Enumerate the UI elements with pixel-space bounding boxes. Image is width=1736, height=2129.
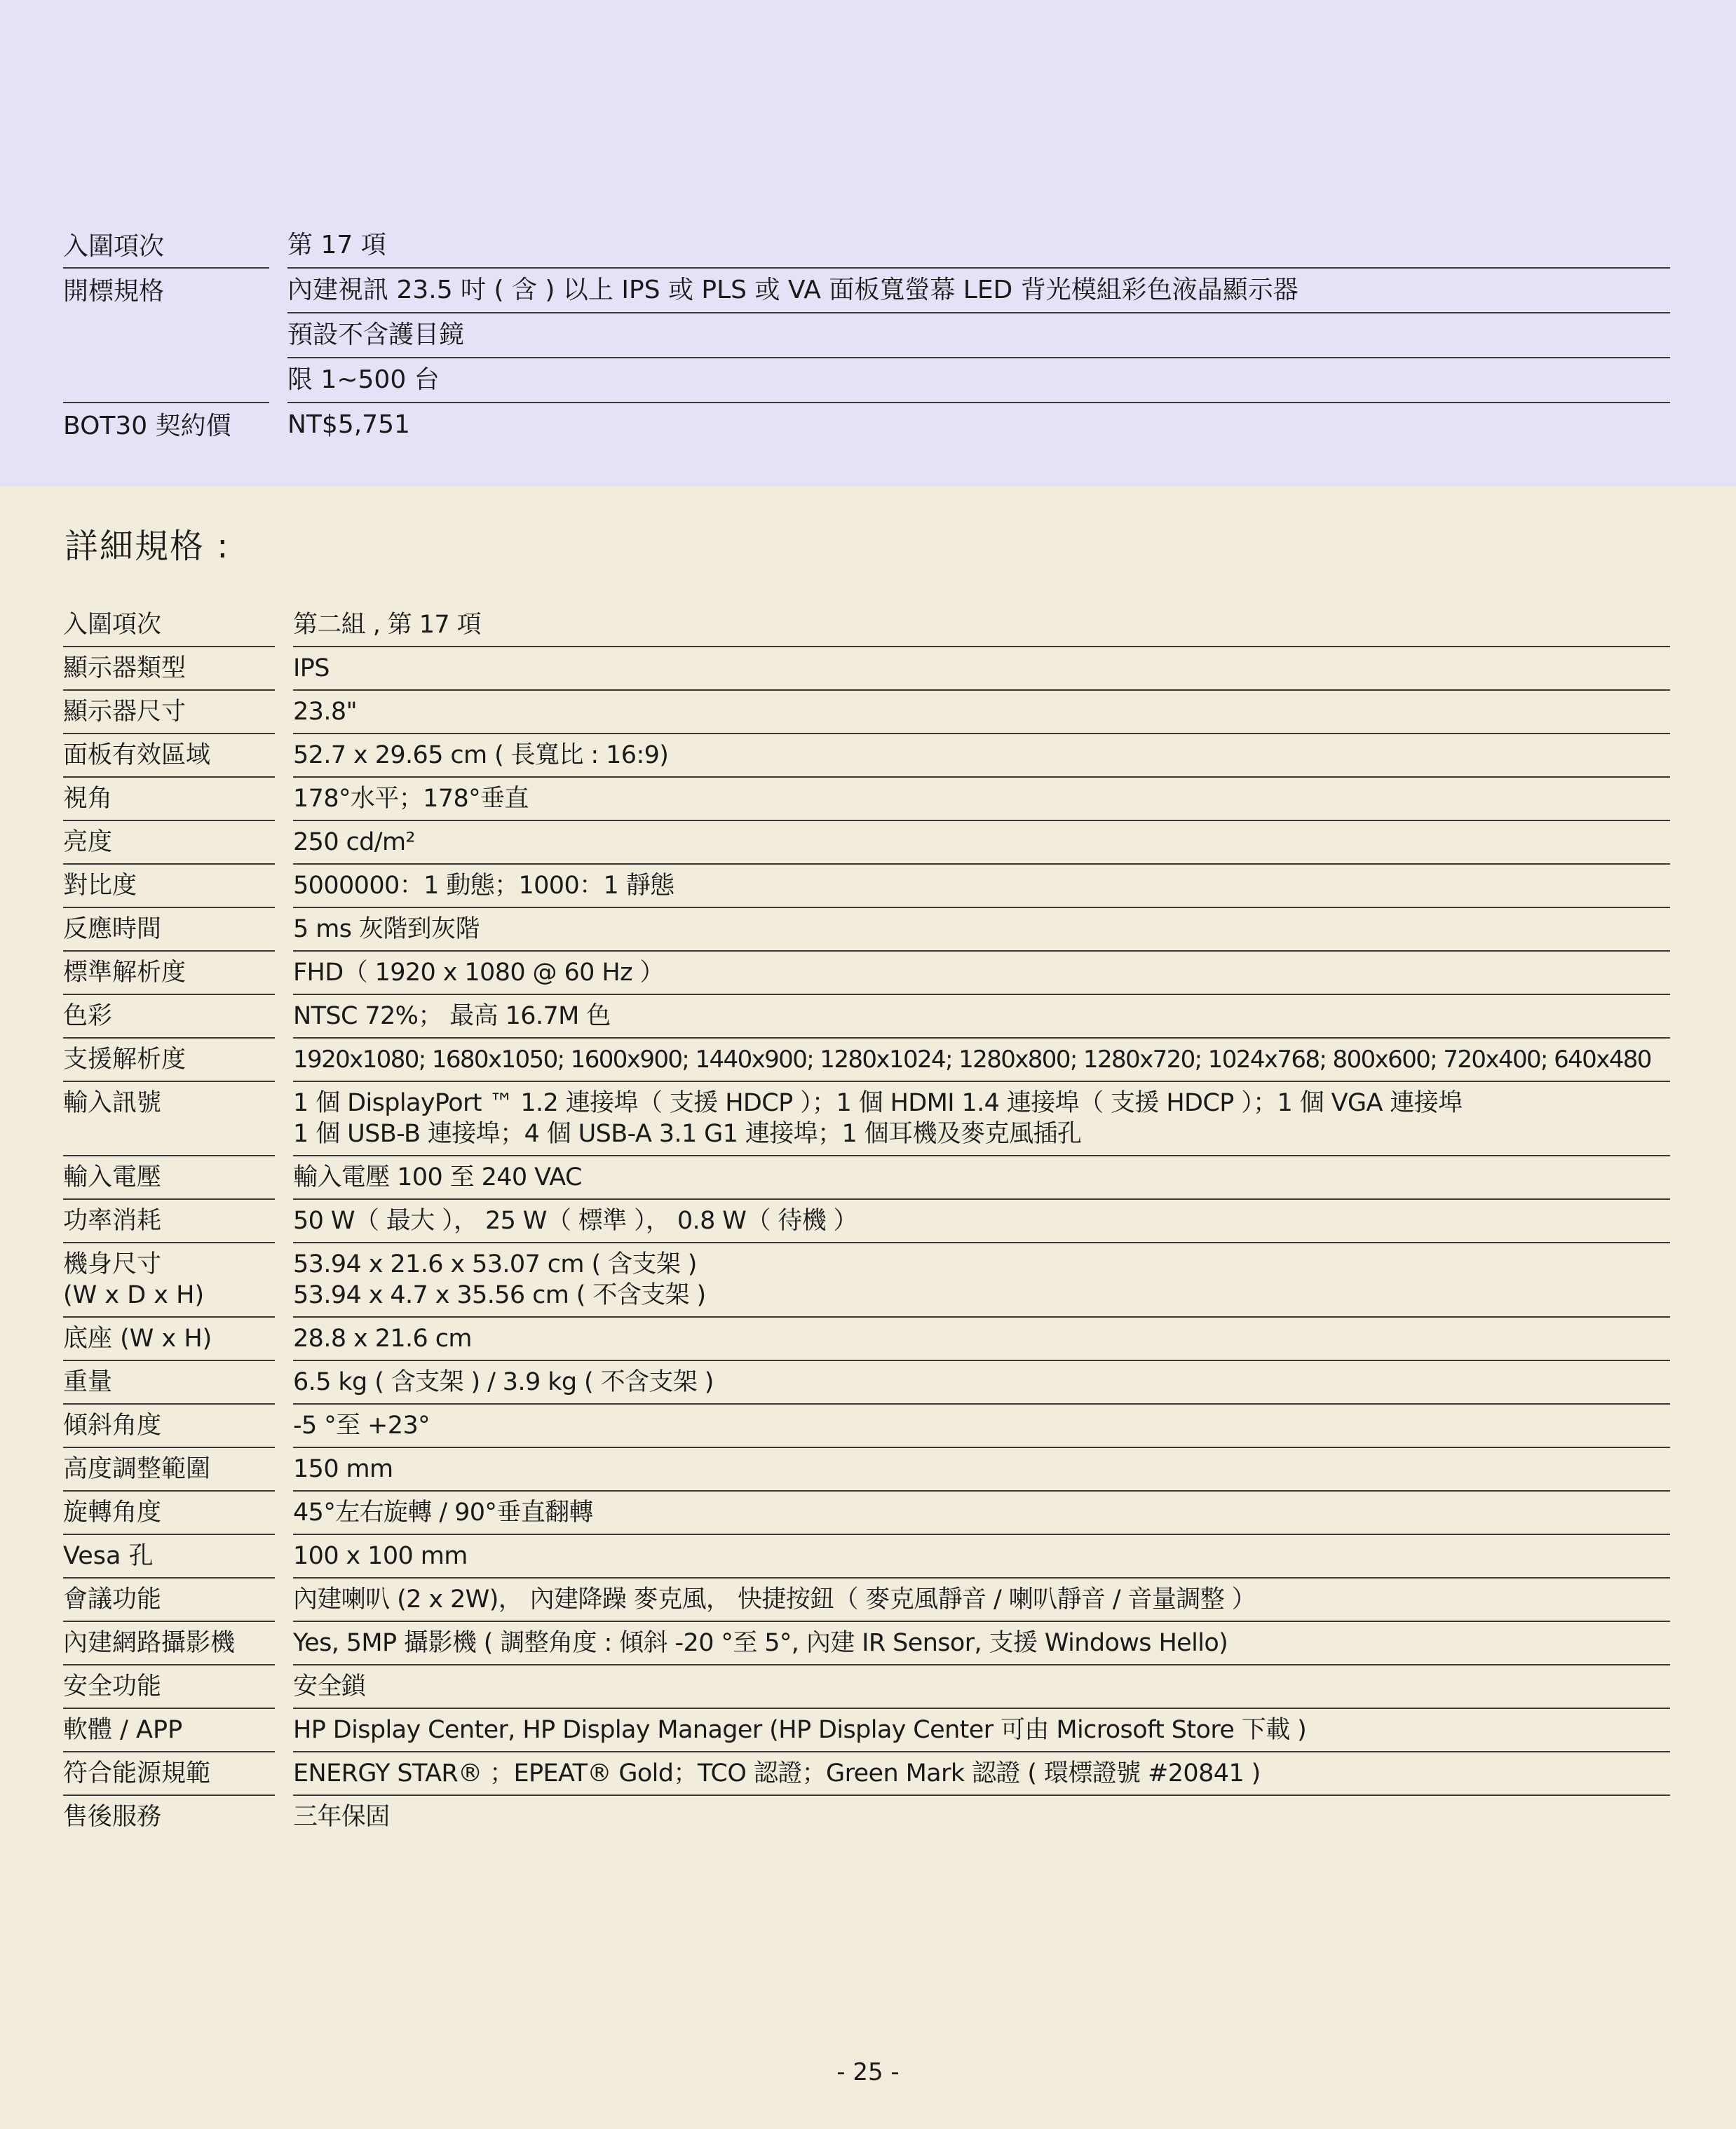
spec-value (293, 952, 1670, 995)
spec-row (63, 1200, 1670, 1243)
spec-label-line: (W x D x H) (63, 1281, 205, 1309)
spec-label (63, 647, 275, 691)
spec-label-line: 標準解析度 (63, 959, 187, 987)
spec-value (293, 1361, 1670, 1405)
spec-value-line: 1 個 USB-B 連接埠；4 個 USB-A 3.1 G1 連接埠；1 個耳機及麥克風插孔 (293, 1120, 1082, 1148)
spec-value-line: Yes, 5MP 攝影機 ( 調整角度 : 傾斜 -20 °至 5°, 內建 IR Sensor, 支援 Windows Hello) (293, 1629, 1228, 1657)
spec-value-line: 45°左右旋轉 / 90°垂直翻轉 (293, 1499, 593, 1527)
spec-label (63, 778, 275, 821)
spec-value (293, 691, 1670, 734)
summary-label-text: 入圍項次 (63, 232, 165, 261)
spec-value-line: 23.8" (293, 698, 358, 726)
spec-value (293, 1752, 1670, 1796)
summary-value: 第 17 項 (287, 224, 1670, 269)
spec-value (293, 908, 1670, 952)
spec-value-line: HP Display Center, HP Display Manager (HP Display Center 可由 Microsoft Store 下載 ) (293, 1716, 1307, 1744)
spec-label-line: 傾斜角度 (63, 1412, 162, 1440)
spec-label (63, 1200, 275, 1243)
spec-value (293, 865, 1670, 908)
spec-label (63, 1082, 275, 1156)
spec-value (293, 604, 1670, 647)
summary-label-text: 開標規格 (63, 277, 165, 306)
spec-row (63, 691, 1670, 734)
spec-label (63, 1752, 275, 1796)
spec-label-line: Vesa 孔 (63, 1542, 154, 1570)
spec-label (63, 1579, 275, 1622)
summary-value: 內建視訊 23.5 吋 ( 含 ) 以上 IPS 或 PLS 或 VA 面板寬螢幕 LED 背光模組彩色液晶顯示器 (287, 269, 1670, 313)
spec-label-line: 功率消耗 (63, 1207, 162, 1235)
spec-label (63, 1796, 275, 1838)
spec-value-line: 150 mm (293, 1455, 393, 1483)
spec-value-line: 250 cd/m² (293, 828, 415, 856)
summary-label (63, 269, 269, 403)
spec-table (63, 604, 1670, 1838)
spec-label (63, 908, 275, 952)
spec-label (63, 1665, 275, 1709)
spec-row (63, 1448, 1670, 1492)
spec-label (63, 1361, 275, 1405)
spec-value-line: 53.94 x 4.7 x 35.56 cm ( 不含支架 ) (293, 1281, 706, 1309)
spec-label-line: 內建網路攝影機 (63, 1629, 236, 1657)
summary-value: NT$5,751 (287, 410, 410, 439)
spec-row (63, 1535, 1670, 1579)
spec-label (63, 995, 275, 1039)
spec-row (63, 778, 1670, 821)
spec-value-line: 50 W（ 最大 ）， 25 W（ 標準 ）， 0.8 W（ 待機 ） (293, 1207, 857, 1235)
summary-values (287, 403, 1670, 447)
spec-label-line: 輸入訊號 (63, 1089, 162, 1117)
spec-row (63, 995, 1670, 1039)
summary-value: 預設不含護目鏡 (287, 313, 1670, 358)
spec-label-line: 會議功能 (63, 1586, 162, 1614)
spec-row (63, 1156, 1670, 1200)
summary-label (63, 403, 269, 447)
spec-label-line: 對比度 (63, 872, 137, 900)
spec-label (63, 1492, 275, 1535)
spec-label (63, 604, 275, 647)
spec-value-line: 53.94 x 21.6 x 53.07 cm ( 含支架 ) (293, 1250, 697, 1278)
spec-value-line: IPS (293, 654, 330, 682)
spec-row (63, 1752, 1670, 1796)
spec-value-line: -5 °至 +23° (293, 1412, 430, 1440)
spec-value-line: 178°水平；178°垂直 (293, 785, 529, 813)
spec-row (63, 865, 1670, 908)
spec-row (63, 1039, 1670, 1082)
spec-label-line: 支援解析度 (63, 1046, 187, 1074)
spec-label-line: 高度調整範圍 (63, 1455, 211, 1483)
spec-value-line: 三年保固 (293, 1803, 390, 1831)
spec-value (293, 1318, 1670, 1361)
spec-label (63, 821, 275, 865)
spec-label (63, 734, 275, 778)
spec-row (63, 1361, 1670, 1405)
page-number: - 25 - (836, 2058, 900, 2086)
spec-value-line: 6.5 kg ( 含支架 ) / 3.9 kg ( 不含支架 ) (293, 1368, 714, 1396)
summary-values (287, 269, 1670, 403)
spec-value-line: 輸入電壓 100 至 240 VAC (293, 1163, 582, 1191)
spec-value (293, 1535, 1670, 1579)
spec-value-line: NTSC 72%； 最高 16.7M 色 (293, 1002, 611, 1030)
spec-row (63, 1492, 1670, 1535)
spec-label (63, 1405, 275, 1448)
spec-row (63, 647, 1670, 691)
spec-row (63, 1622, 1670, 1665)
spec-label-line: 色彩 (63, 1002, 113, 1030)
spec-label-line: 機身尺寸 (63, 1250, 162, 1278)
spec-value (293, 1579, 1670, 1622)
summary-label (63, 224, 269, 269)
spec-value-line: FHD（ 1920 x 1080 @ 60 Hz ） (293, 959, 664, 987)
spec-label-line: 反應時間 (63, 915, 162, 943)
spec-value (293, 821, 1670, 865)
summary-value: 限 1~500 台 (287, 358, 1670, 403)
spec-value (293, 995, 1670, 1039)
spec-value (293, 778, 1670, 821)
spec-label (63, 1622, 275, 1665)
spec-row (63, 1405, 1670, 1448)
spec-value-line: 1 個 DisplayPort ™ 1.2 連接埠（ 支援 HDCP ）；1 個 HDMI 1.4 連接埠（ 支援 HDCP ）；1 個 VGA 連接埠 (293, 1089, 1463, 1117)
spec-row (63, 1796, 1670, 1838)
spec-label-line: 底座 (W x H) (63, 1325, 212, 1353)
spec-row (63, 1243, 1670, 1318)
spec-label-line: 軟體 / APP (63, 1716, 183, 1744)
summary-row (63, 403, 1670, 447)
spec-label-line: 輸入電壓 (63, 1163, 162, 1191)
spec-value-line: 安全鎖 (293, 1672, 366, 1701)
spec-value (293, 1622, 1670, 1665)
spec-value (293, 1492, 1670, 1535)
spec-label (63, 691, 275, 734)
spec-label-line: 符合能源規範 (63, 1759, 211, 1787)
spec-value (293, 1039, 1670, 1082)
spec-label (63, 1039, 275, 1082)
spec-label (63, 1709, 275, 1752)
spec-label-line: 亮度 (63, 828, 113, 856)
spec-value-line: 1920x1080; 1680x1050; 1600x900; 1440x900; 1280x1024; 1280x800; 1280x720; 1024x768; 800x600; 720x400; 640x480 (293, 1046, 1651, 1074)
spec-value-line: 28.8 x 21.6 cm (293, 1325, 472, 1353)
spec-label-line: 視角 (63, 785, 113, 813)
spec-label-line: 重量 (63, 1368, 113, 1396)
spec-row (63, 734, 1670, 778)
summary-table (63, 224, 1670, 447)
spec-row (63, 952, 1670, 995)
spec-value-line: 內建喇叭 (2 x 2W)， 內建降躁 麥克風， 快捷按鈕（ 麥克風靜音 / 喇叭靜音 / 音量調整 ） (293, 1586, 1256, 1614)
spec-label (63, 1535, 275, 1579)
summary-row (63, 224, 1670, 269)
spec-label-line: 顯示器尺寸 (63, 698, 187, 726)
spec-label-line: 旋轉角度 (63, 1499, 162, 1527)
spec-value (293, 1448, 1670, 1492)
spec-row (63, 1318, 1670, 1361)
spec-value (293, 734, 1670, 778)
spec-row (63, 1665, 1670, 1709)
spec-label-line: 售後服務 (63, 1803, 162, 1831)
spec-value-line: 100 x 100 mm (293, 1542, 468, 1570)
spec-value (293, 1243, 1670, 1318)
spec-label (63, 952, 275, 995)
spec-value-line: 5 ms 灰階到灰階 (293, 915, 480, 943)
spec-value (293, 1405, 1670, 1448)
spec-row (63, 821, 1670, 865)
spec-value (293, 1082, 1670, 1156)
spec-value (293, 1665, 1670, 1709)
spec-value-line: 5000000：1 動態；1000：1 靜態 (293, 872, 674, 900)
spec-label (63, 865, 275, 908)
section-heading: 詳細規格 : (65, 527, 230, 566)
spec-row (63, 604, 1670, 647)
spec-value (293, 1200, 1670, 1243)
spec-value (293, 1709, 1670, 1752)
summary-row (63, 269, 1670, 403)
spec-label (63, 1318, 275, 1361)
spec-row (63, 1082, 1670, 1156)
spec-value-line: 第二組 , 第 17 項 (293, 611, 481, 639)
spec-value-line: ENERGY STAR® ；EPEAT® Gold；TCO 認證；Green Mark 認證 ( 環標證號 #20841 ) (293, 1759, 1261, 1787)
spec-label-line: 安全功能 (63, 1672, 162, 1701)
spec-row (63, 1579, 1670, 1622)
spec-label-line: 顯示器類型 (63, 654, 187, 682)
spec-label (63, 1243, 275, 1318)
summary-label-text: BOT30 契約價 (63, 412, 231, 440)
spec-value (293, 1796, 1670, 1838)
spec-value (293, 1156, 1670, 1200)
spec-value-line: 52.7 x 29.65 cm ( 長寬比 : 16:9) (293, 741, 669, 769)
spec-row (63, 1709, 1670, 1752)
spec-row (63, 908, 1670, 952)
spec-label-line: 面板有效區域 (63, 741, 211, 769)
spec-value (293, 647, 1670, 691)
spec-label (63, 1448, 275, 1492)
spec-label (63, 1156, 275, 1200)
spec-label-line: 入圍項次 (63, 611, 162, 639)
summary-values (287, 224, 1670, 269)
